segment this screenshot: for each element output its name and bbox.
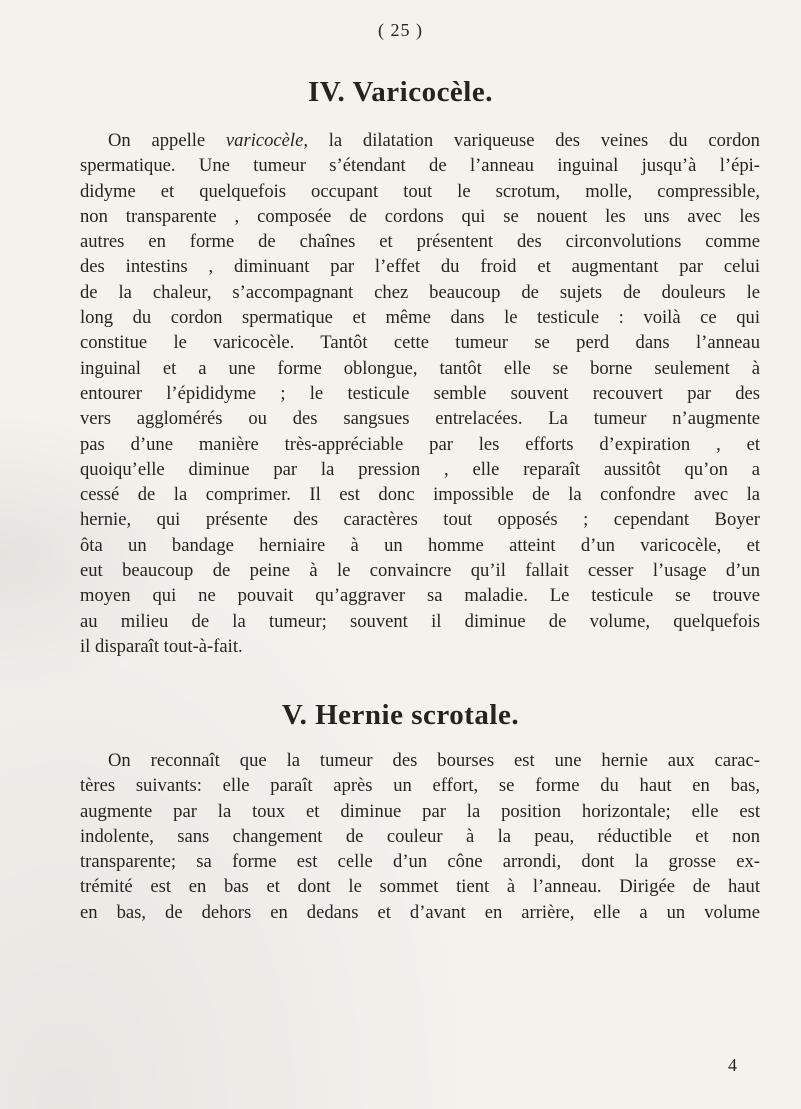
text-line: inguinal et a une forme oblongue, tantôt elle se borne seulement à [80,357,760,379]
text-line: quoiqu’elle diminue par la pression , elle reparaît aussitôt qu’on a [80,458,760,480]
text-line: des intestins , diminuant par l’effet du froid et augmentant par celui [80,256,760,278]
section-number: IV. [308,76,346,108]
text-line: autres en forme de chaînes et présentent des circonvolutions comme [80,231,760,253]
text-line: cessé de la comprimer. Il est donc impossible de la confondre avec la [80,484,760,506]
text-line: il disparaît tout-à-fait. [80,635,243,657]
text-line: didyme et quelquefois occupant tout le scrotum, molle, compressible, [80,180,760,202]
text-line: On appelle varicocèle, la dilatation variqueuse des veines du cordon [108,130,760,151]
section-title: Varicocèle. [352,76,493,108]
signature-mark: 4 [728,1055,737,1075]
text-line: eut beaucoup de peine à le convaincre qu’il fallait cesser l’usage d’un [80,560,760,582]
text-line: entourer l’épididyme ; le testicule semble souvent recouvert par des [80,382,760,404]
text-line: trémité est en bas et dont le sommet tient à l’anneau. Dirigée de haut [80,876,760,898]
text-line: hernie, qui présente des caractères tout opposés ; cependant Boyer [80,509,760,531]
text-line: tères suivants: elle paraît après un effort, se forme du haut en bas, [80,775,760,797]
text-line: ôta un bandage herniaire à un homme atteint d’un varicocèle, et [80,534,760,556]
text-line: augmente par la toux et diminue par la position horizontale; elle est [80,800,760,822]
text-line: indolente, sans changement de couleur à la peau, réductible et non [80,825,760,847]
text-line: au milieu de la tumeur; souvent il diminue de volume, quelquefois [80,610,760,632]
page-number: ( 25 ) [378,20,423,40]
text-line: On reconnaît que la tumeur des bourses est une hernie aux carac- [108,750,760,771]
section-heading-varicocele [0,76,801,109]
text-line: moyen qui ne pouvait qu’aggraver sa maladie. Le testicule se trouve [80,585,760,607]
text-line: long du cordon spermatique et même dans le testicule : voilà ce qui [80,307,760,329]
text-line: de la chaleur, s’accompagnant chez beaucoup de sujets de douleurs le [80,281,760,303]
text-line: pas d’une manière très-appréciable par les efforts d’expiration , et [80,433,760,455]
section-title: Hernie scrotale. [315,699,520,731]
emphasis-term: varicocèle, [225,130,308,151]
text-line: transparente; sa forme est celle d’un cône arrondi, dont la grosse ex- [80,851,760,873]
text-line: constitue le varicocèle. Tantôt cette tumeur se perd dans l’anneau [80,332,760,354]
text-line: en bas, de dehors en dedans et d’avant en arrière, elle a un volume [80,901,760,923]
paragraph-hernie-scrotale [80,748,760,925]
paragraph-varicocele [80,128,760,659]
text-line: spermatique. Une tumeur s’étendant de l’anneau inguinal jusqu’à l’épi- [80,155,760,177]
text-line: vers agglomérés ou des sangsues entrelacées. La tumeur n’augmente [80,408,760,430]
section-heading-hernie-scrotale [0,699,801,732]
text-line: non transparente , composée de cordons qui se nouent les uns avec les [80,205,760,227]
section-number: V. [281,699,308,731]
